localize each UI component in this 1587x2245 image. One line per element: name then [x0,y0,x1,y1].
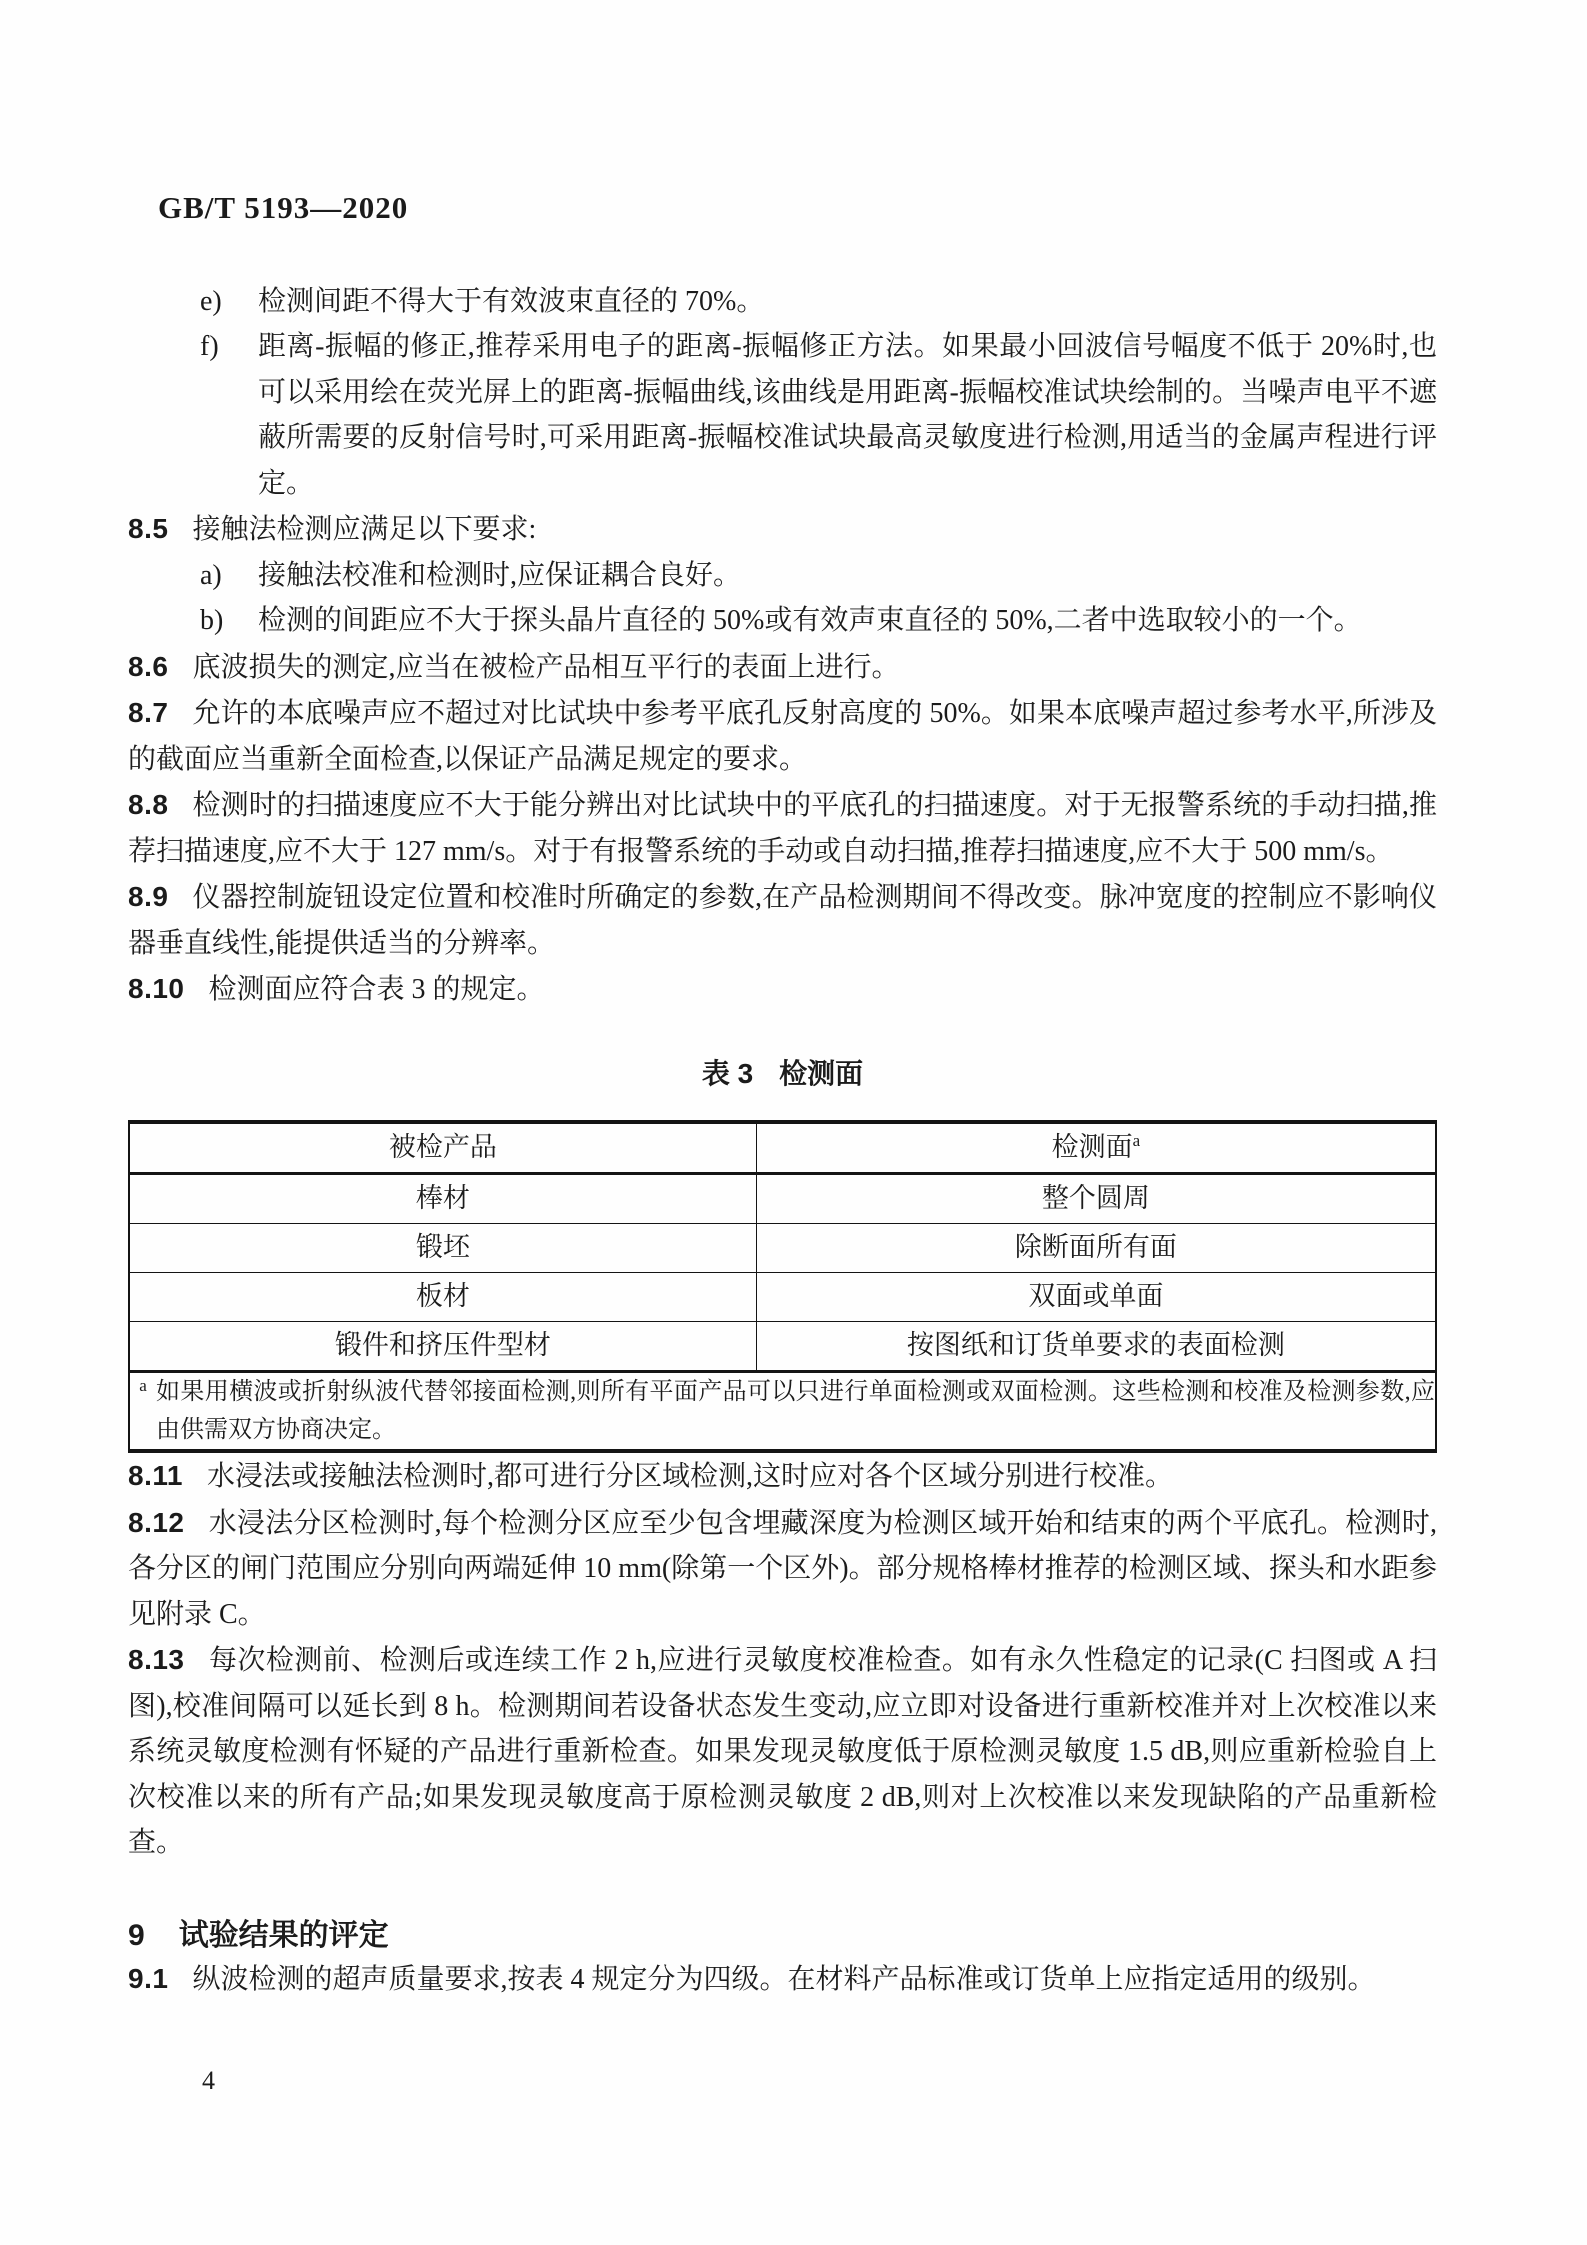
section-9-heading [128,1916,1437,1956]
clause-9-1 [128,1956,1437,2003]
list-item-text: 检测的间距应不大于探头晶片直径的 50%或有效声束直径的 50%,二者中选取较小的一个。 [258,605,1362,636]
clause-8-12 [128,1500,1437,1638]
clause-text: 检测时的扫描速度应不大于能分辨出对比试块中的平底孔的扫描速度。对于无报警系统的手动扫描,推荐扫描速度,应不大于 127 mm/s。对于有报警系统的手动或自动扫描,推荐扫描速度,应不大于 500 mm/s。 [128,790,1437,867]
table-cell-surface: 双面或单面 [756,1273,1436,1322]
clause-8-11 [128,1453,1437,1500]
clause-number: 8.10 [128,973,185,1004]
table3-caption [128,1051,1437,1097]
table-cell-surface: 除断面所有面 [756,1224,1436,1273]
page-content [128,185,1437,2002]
table-header-surface-label: 检测面 [1051,1132,1133,1163]
clause-text: 水浸法或接触法检测时,都可进行分区域检测,这时应对各个区域分别进行校准。 [206,1461,1173,1492]
table-footnote-cell [129,1372,1436,1452]
list-item-text: 检测间距不得大于有效波束直径的 70%。 [258,285,765,317]
clause-number: 8.7 [128,697,169,728]
clause-text: 每次检测前、检测后或连续工作 2 h,应进行灵敏度校准检查。如有永久性稳定的记录(C 扫图或 A 扫图),校准间隔可以延长到 8 h。检测期间若设备状态发生变动,应立即对设备进行重新校准并对上次校准以来系统灵敏度检测有怀疑的产品进行重新检查。如果发现灵敏度低于原检测灵敏度 1.5 dB,则应重新检验自上次校准以来的所有产品;如果发现灵敏度高于原检测灵敏度 2 dB,则对上次校准以来发现缺陷的产品重新检查。 [128,1645,1437,1858]
table-row [129,1322,1436,1372]
clause-text: 底波损失的测定,应当在被检产品相互平行的表面上进行。 [192,651,900,683]
table-row [129,1273,1436,1322]
table-row [129,1174,1436,1224]
table-footnote-row [129,1372,1436,1452]
clause-number: 8.12 [128,1506,185,1538]
clause-number: 9.1 [128,1962,169,1994]
section-number: 9 [128,1918,145,1952]
list-item-f [128,324,1437,506]
table-cell-product: 锻件和挤压件型材 [129,1322,756,1372]
clause-number: 8.5 [128,513,169,544]
table-header-superscript: a [1132,1131,1141,1151]
lettered-list-ef [128,279,1437,507]
table-cell-product: 锻坯 [129,1224,756,1273]
list-item-label: b) [200,605,224,636]
clause-8-6 [128,644,1437,691]
clause-text: 纵波检测的超声质量要求,按表 4 规定分为四级。在材料产品标准或订货单上应指定适用的级别。 [192,1963,1376,1995]
clause-8-7 [128,690,1437,782]
list-item-a [128,553,1437,599]
table-cell-product: 板材 [129,1273,756,1322]
clause-8-13 [128,1637,1437,1866]
list-item-text: 距离-振幅的修正,推荐采用电子的距离-振幅修正方法。如果最小回波信号幅度不低于 20%时,也可以采用绘在荧光屏上的距离-振幅曲线,该曲线是用距离-振幅校准试块绘制的。当噪声电平不遮蔽所需要的反射信号时,可采用距离-振幅校准试块最高灵敏度进行检测,用适当的金属声程进行评定。 [258,331,1437,499]
section-title: 试验结果的评定 [178,1918,389,1952]
table-cell-product: 棒材 [129,1174,756,1224]
clause-text: 接触法检测应满足以下要求: [192,514,537,545]
table-row [129,1224,1436,1273]
footnote-marker: a [139,1376,147,1395]
clause-text: 仪器控制旋钮设定位置和校准时所确定的参数,在产品检测期间不得改变。脉冲宽度的控制应不影响仪器垂直线性,能提供适当的分辨率。 [128,882,1437,959]
clause-8-5 [128,506,1437,553]
clause-number: 8.13 [128,1644,185,1675]
clause-8-10 [128,966,1437,1013]
list-item-label: f) [200,331,219,362]
table-header-surface [756,1122,1436,1174]
clause-8-8 [128,782,1437,874]
doc-number: GB/T 5193—2020 [158,190,409,225]
clause-number: 8.11 [128,1460,183,1491]
list-item-b [128,598,1437,644]
clause-text: 检测面应符合表 3 的规定。 [208,974,545,1005]
lettered-list-ab [128,553,1437,644]
clause-text: 水浸法分区检测时,每个检测分区应至少包含埋藏深度为检测区域开始和结束的两个平底孔。检测时,各分区的闸门范围应分别向两端延伸 10 mm(除第一个区外)。部分规格棒材推荐的检测区域、探头和水距参见附录 C。 [128,1507,1437,1630]
clause-number: 8.8 [128,789,169,820]
table3 [128,1120,1437,1453]
table-header-product: 被检产品 [129,1122,756,1174]
clause-number: 8.6 [128,650,169,682]
table-caption-label: 表 3 [701,1057,754,1089]
list-item-label: e) [200,285,222,317]
table-header-row [129,1122,1436,1174]
clause-text: 允许的本底噪声应不超过对比试块中参考平底孔反射高度的 50%。如果本底噪声超过参考水平,所涉及的截面应当重新全面检查,以保证产品满足规定的要求。 [128,698,1437,775]
table-cell-surface: 按图纸和订货单要求的表面检测 [756,1322,1436,1372]
table-caption-text: 检测面 [779,1057,864,1089]
footnote-text: 如果用横波或折射纵波代替邻接面检测,则所有平面产品可以只进行单面检测或双面检测。这些检测和校准及检测参数,应由供需双方协商决定。 [156,1379,1435,1443]
list-item-label: a) [200,559,222,591]
page-number: 4 [202,2066,215,2095]
clause-8-9 [128,874,1437,966]
clause-number: 8.9 [128,881,169,912]
list-item-text: 接触法校准和检测时,应保证耦合良好。 [258,559,742,591]
table-cell-surface: 整个圆周 [756,1174,1436,1224]
list-item-e [128,279,1437,325]
